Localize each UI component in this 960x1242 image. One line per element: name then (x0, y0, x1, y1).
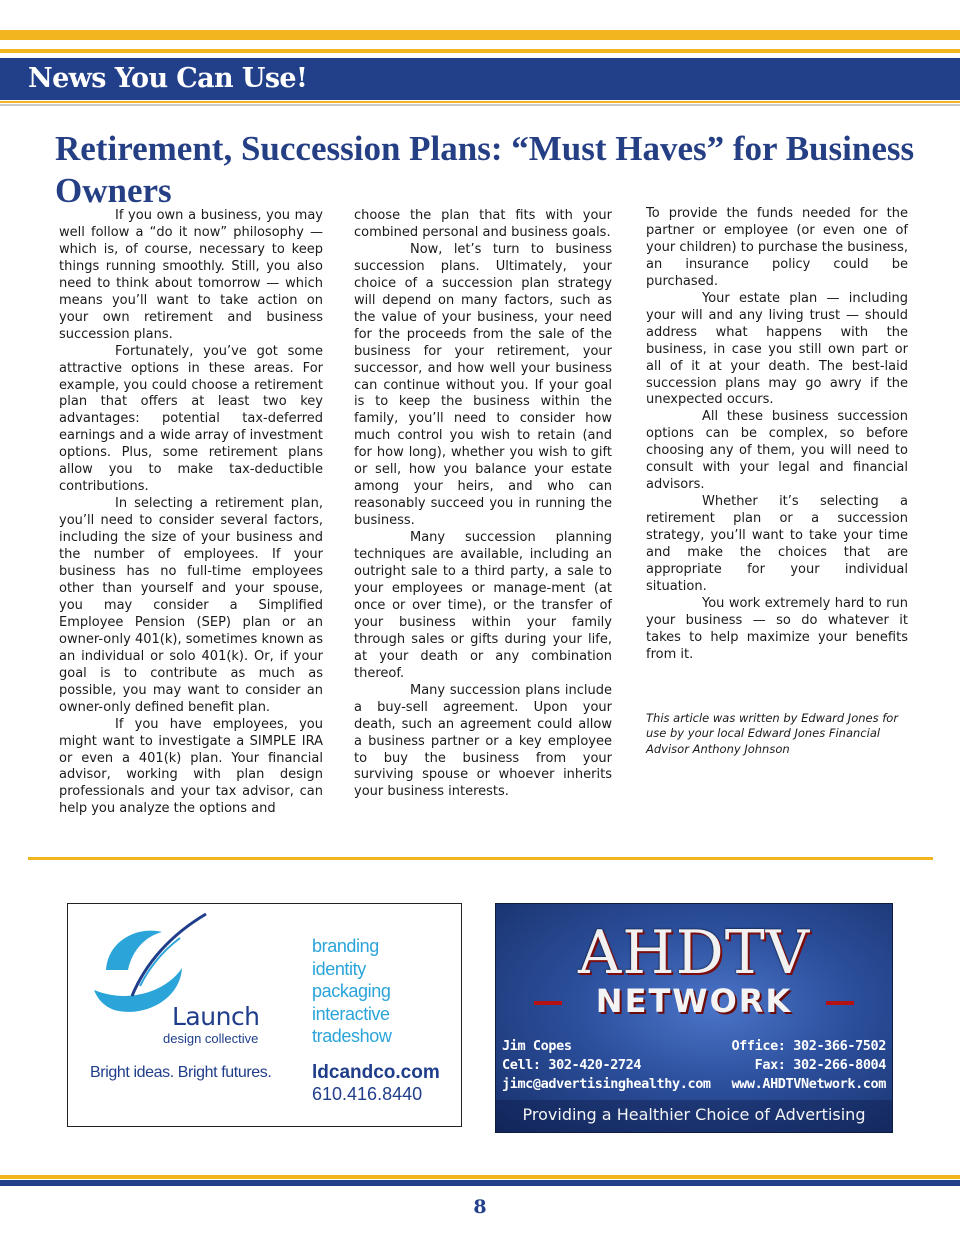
paragraph: Fortunately, you’ve got some attractive options in these areas. For example, you could choose a retirement plan that offers at least two key advantages: potential tax-deferred earnings and a wide array of investment options. Plus, some retirement plans allow you to make tax-deductible contributions. (59, 343, 323, 495)
launch-brand-subtitle: design collective (163, 1031, 259, 1046)
footer-navy-stripe (0, 1180, 960, 1186)
ahdtv-advertisement[interactable] (495, 903, 893, 1133)
ahdtv-email-link[interactable]: jimc@advertisinghealthy.com (502, 1076, 711, 1092)
section-banner (0, 58, 960, 100)
launch-phone-number: 610.416.8440 (312, 1084, 423, 1104)
launch-service-item: branding (312, 936, 379, 956)
launch-service-item: identity (312, 958, 366, 979)
banner-grey-underline (0, 104, 960, 106)
ahdtv-fax-number: Fax: 302-266-8004 (754, 1057, 886, 1073)
ahdtv-title: AHDTV (577, 918, 811, 988)
ahdtv-office-phone: Office: 302-366-7502 (731, 1038, 886, 1054)
paragraph: In selecting a retirement plan, you’ll need to consider several factors, including the size of your business and the number of employees. If your business has no full-time employees other than yourself and your spouse, you may consider a Simplified Employee Pension (SEP) plan or an owner-only 401(k), sometimes known as an individual or solo 401(k). Or, if your goal is to contribute as much as possible, you may want to consider an owner-only defined benefit plan. (59, 496, 323, 715)
ahdtv-cell-phone: Cell: 302-420-2724 (502, 1057, 642, 1073)
paragraph: If you have employees, you might want to investigate a SIMPLE IRA or even a 401(k) plan. Your financial advisor, working with plan design professionals and your tax advisor, can help you analyze the options and (59, 716, 323, 817)
article-column-3 (646, 206, 908, 757)
ahdtv-contact-name: Jim Copes (502, 1038, 572, 1054)
footer-gold-stripe (0, 1175, 960, 1179)
paragraph: If you own a business, you may well follow a “do it now” philosophy — which is, of course, necessary to keep things running smoothly. Still, you also need to think about tomorrow — which means you’ll want to take action on your own retirement and business succession plans. (59, 208, 323, 342)
launch-advertisement[interactable] (67, 903, 462, 1127)
ahdtv-website-link[interactable]: www.AHDTVNetwork.com (731, 1076, 886, 1092)
launch-services-list (312, 935, 391, 1048)
article-column-1 (59, 208, 323, 818)
ahdtv-slogan: Providing a Healthier Choice of Advertising (522, 1105, 866, 1124)
article-column-2 (354, 208, 612, 801)
launch-service-item: packaging (312, 981, 391, 1001)
top-gold-stripe (0, 30, 960, 40)
article-byline: This article was written by Edward Jones for use by your local Edward Jones Financial Advisor Anthony Johnson (646, 710, 899, 756)
launch-tagline: Bright ideas. Bright futures. (90, 1064, 272, 1081)
paragraph: Many succession planning techniques are available, including an outright sale to a third party, a sale to your employees or manage-ment (at once or over time), or the transfer of your business within your family through sales or gifts during your life, at your death or any combination thereof. (354, 530, 612, 681)
launch-brand-name: Launch (172, 1002, 260, 1031)
article-headline: Retirement, Succession Plans: “Must Haves” for Business Owners (55, 129, 915, 210)
paragraph: Many succession plans include a buy-sell agreement. Upon your death, such an agreement could allow a business partner or a key employee to buy the business from your surviving spouse or whoever inherits your business interests. (354, 682, 612, 800)
paragraph: Whether it’s selecting a retirement plan or a succession strategy, you’ll want to take your time and make the choices that are appropriate for your individual situation. (646, 494, 908, 594)
paragraph: You work extremely hard to run your business — so do whatever it takes to help maximize your benefits from it. (646, 595, 908, 662)
launch-service-item: interactive (312, 1003, 390, 1024)
paragraph: All these business succession options can be complex, so before choosing any of them, you will need to consult with your legal and financial advisors. (646, 409, 908, 493)
banner-gold-underline (0, 101, 960, 103)
launch-website-link[interactable]: ldcandco.com (312, 1062, 440, 1083)
section-divider (28, 857, 933, 860)
paragraph: choose the plan that fits with your combined personal and business goals. (354, 208, 612, 240)
section-title: News You Can Use! (28, 63, 308, 94)
paragraph: To provide the funds needed for the partner or employee (or even one of your children) to purchase the business, an insurance policy could be purchased. (646, 206, 908, 289)
launch-service-item: tradeshow (312, 1026, 392, 1046)
top-gold-thin-stripe (0, 49, 960, 53)
page-number: 8 (473, 1196, 487, 1218)
paragraph: Now, let’s turn to business succession plans. Ultimately, your choice of a succession plan strategy will depend on many factors, such as the value of your business, your need for the proceeds from the sale of the business for your retirement, your successor, and how well your business can continue without you. If your goal is to keep the business within the family, you’ll need to consider how much control you wish to retain (and for how long), whether you wish to gift or sell, how you balance your estate among your heirs, and who can reasonably succeed you in running the business. (354, 241, 612, 529)
ahdtv-network-label: NETWORK (595, 982, 793, 1020)
paragraph: Your estate plan — including your will and any living trust — should address what happens with the business, in case you still own part or all of it at your death. The best-laid succession plans may go awry if the unexpected occurs. (646, 290, 908, 408)
